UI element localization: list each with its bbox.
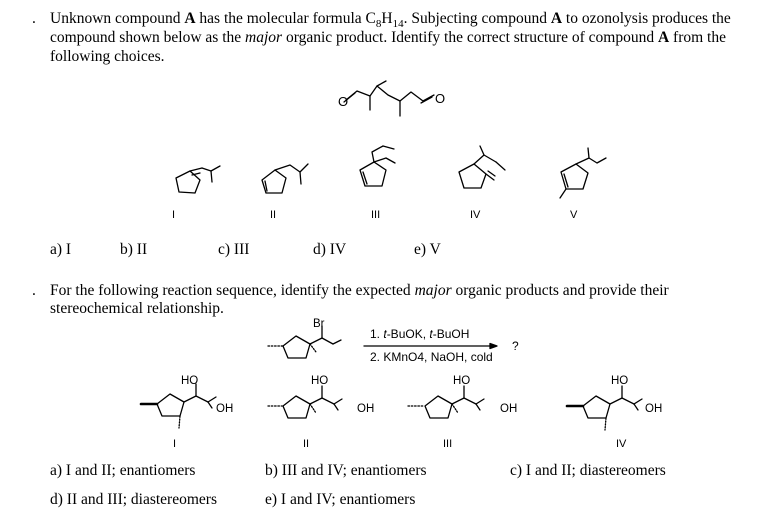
hydroxyl-label: HO	[453, 375, 471, 387]
compound-a-label: A	[550, 10, 563, 27]
choice-d[interactable]: d) II and III; diastereomers	[50, 491, 217, 508]
choice-e[interactable]: e) V	[414, 241, 441, 258]
structure-label: III	[443, 438, 453, 450]
structure-v	[560, 148, 606, 198]
ozonolysis-product	[338, 81, 445, 116]
formula-sub: 14	[392, 18, 404, 31]
structure-label: IV	[616, 438, 627, 450]
condition-text: t	[429, 327, 433, 341]
q1-text: to ozonolysis produces the	[562, 10, 731, 27]
condition-text: -BuOH	[432, 327, 470, 341]
choice-a[interactable]: a) I and II; enantiomers	[50, 462, 196, 479]
q1-text: has the molecular formula C	[195, 10, 376, 27]
q2-text: For the following reaction sequence, identify the expected	[50, 282, 415, 299]
structure-label: I	[172, 209, 176, 221]
choice-b[interactable]: b) III and IV; enantiomers	[265, 462, 427, 479]
q2-text: organic products and provide their	[451, 282, 669, 299]
q1-text: organic product. Identify the correct structure of compound	[282, 29, 658, 46]
unknown-product: ?	[512, 339, 519, 353]
choice-c[interactable]: c) III	[218, 241, 250, 258]
condition-text: -BuOK,	[386, 327, 430, 341]
condition-text: t	[383, 327, 387, 341]
hydroxyl-label: OH	[357, 403, 375, 415]
emphasis-major: major	[245, 29, 283, 46]
reaction-arrow	[364, 344, 497, 349]
hydroxyl-label: HO	[311, 375, 329, 387]
formula-sub: 8	[375, 18, 382, 31]
hydroxyl-label: OH	[645, 403, 663, 415]
structure-label: II	[303, 438, 310, 450]
bromine-atom: Br	[313, 318, 325, 330]
product-i	[141, 384, 216, 428]
q2-bullet: .	[32, 282, 36, 299]
choice-c[interactable]: c) I and II; diastereomers	[510, 462, 666, 479]
compound-a-label: A	[184, 10, 196, 27]
q1-text: compound shown below as the	[50, 29, 246, 46]
oxygen-atom: O	[435, 91, 446, 106]
q1-line-3: following choices.	[50, 48, 165, 65]
compound-a-label: A	[657, 29, 670, 46]
q2-line-1	[50, 282, 669, 299]
hydroxyl-label: HO	[181, 375, 199, 387]
q1-text: H	[381, 10, 393, 27]
structure-label: III	[371, 209, 381, 221]
hydroxyl-label: OH	[216, 403, 234, 415]
choice-d[interactable]: d) IV	[313, 241, 347, 258]
structure-label: I	[173, 438, 177, 450]
product-iv	[567, 386, 642, 430]
hydroxyl-label: OH	[500, 403, 518, 415]
structure-label: II	[270, 209, 277, 221]
product-ii	[268, 386, 342, 418]
condition-step-2: 2. KMnO4, NaOH, cold	[370, 350, 493, 364]
q1-text: from the	[669, 29, 726, 46]
structure-iv	[459, 146, 505, 188]
structure-label: V	[570, 209, 578, 221]
product-iii	[408, 386, 484, 418]
choice-e[interactable]: e) I and IV; enantiomers	[265, 491, 416, 508]
structure-i	[176, 166, 220, 193]
emphasis-major: major	[414, 282, 452, 299]
condition-step-1	[370, 327, 469, 341]
condition-text: 1.	[370, 327, 384, 341]
q1-text: . Subjecting compound	[403, 10, 551, 27]
structure-label: IV	[470, 209, 481, 221]
q1-text: Unknown compound	[50, 10, 185, 27]
choice-b[interactable]: b) II	[120, 241, 148, 258]
hydroxyl-label: HO	[611, 375, 629, 387]
oxygen-atom: O	[338, 94, 349, 109]
structure-ii	[262, 164, 308, 193]
choice-a[interactable]: a) I	[50, 241, 72, 258]
reactant	[268, 318, 341, 358]
structure-iii	[360, 146, 395, 186]
q1-bullet: .	[32, 10, 36, 27]
q2-line-2: stereochemical relationship.	[50, 300, 224, 317]
